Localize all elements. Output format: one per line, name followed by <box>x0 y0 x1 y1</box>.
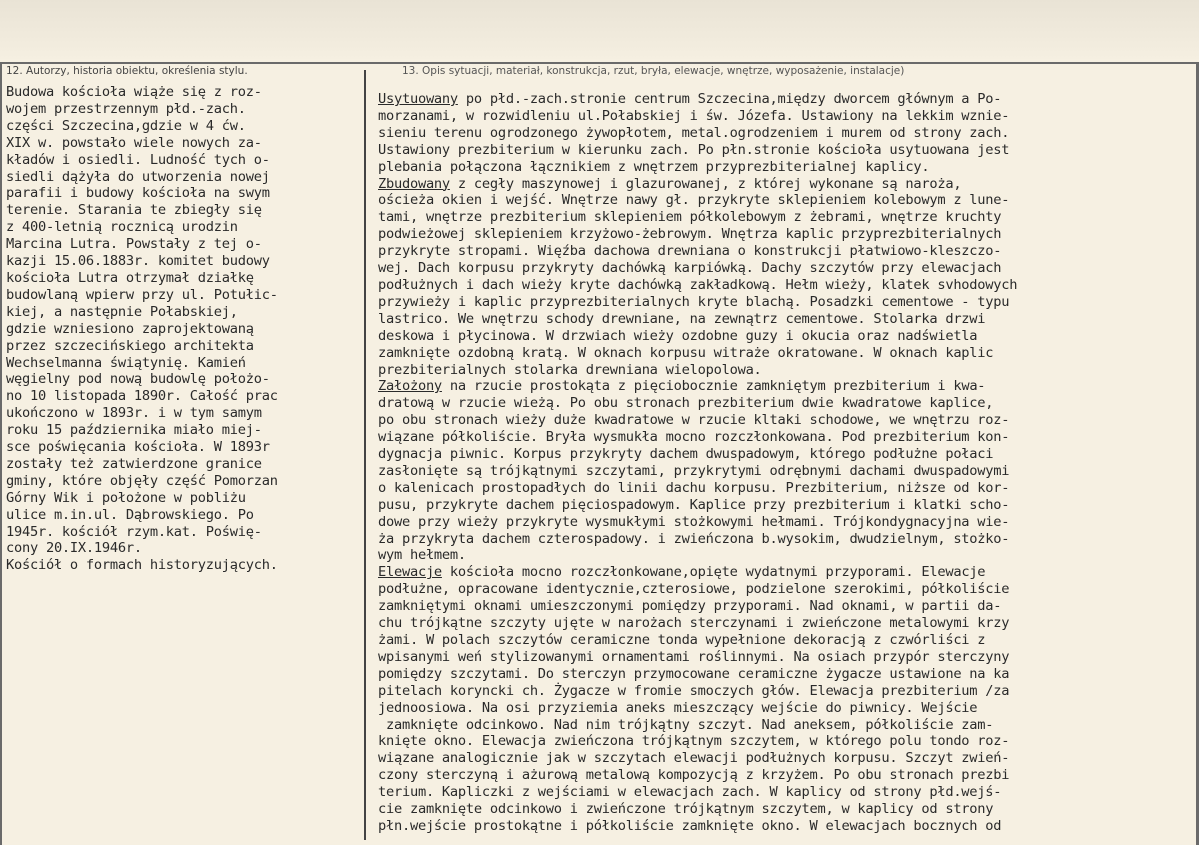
column-divider <box>364 70 366 840</box>
paragraph-lead: Założony <box>378 378 442 395</box>
history-text: Budowa kościoła wiąże się z roz- wojem przestrzennym płd.-zach. części Szczecina,gdzie w 4 ćw. XIX w. powstało wiele nowych za- kładów i osiedli. Ludność tych o- siedli dążyła do utworzenia nowej parafii i budowy kościoła na swym terenie. Starania te zbiegły się z 400-letnią rocznicą urodzin Marcina Lutra. Powstały z tej o- kazji 15.06.1883r. komitet budowy kościoła Lutra otrzymał działkę budowlaną wpierw przy ul. Potułic- kiej, a następnie Połabskiej, gdzie wzniesiono zaprojektowaną przez szczecińskiego architekta Wechselmanna świątynię. Kamień węgielny pod nową budowlę położo- no 10 listopada 1890r. Całość prac ukończono w 1893r. i w tym samym roku 15 października miało miej- sce poświęcania kościoła. W 1893r zostały też zatwierdzone granice gminy, które objęły część Pomorzan Górny Wik i położone w pobliżu ulice m.in.ul. Dąbrowskiego. Po 1945r. kościół rzym.kat. Poświę- cony 20.IX.1946r. Kościół o formach historyzujących. <box>6 84 278 574</box>
card-top-edge <box>0 0 1199 62</box>
frame-left-border <box>0 62 2 845</box>
paragraph-body: na rzucie prostokąta z pięciobocznie zamkniętym prezbiterium i kwa- dratową w rzucie wieżą. Po obu stronach prezbiterium dwie kwadratowe kaplice, po obu stronach wieży duże kwadratowe w rzucie kltaki schodowe, we wnętrzu roz- wiązane półkoliście. Bryła wysmukła mocno rozczłonkowana. Pod prezbiterium kon- dygnacja piwnic. Korpus przykryty dachem dwuspadowym, którego podłużne połaci zasłonięte są trójkątnymi szczytami, przykrytymi odrębnymi dachami dwuspadowymi o kalenicach prostopadłych do linii dachu korpusu. Prezbiterium, niższe od kor- pusu, przykryte dachem pięciospadowym. Kaplice przy prezbiterium i klatki scho- dowe przy wieży przykryte wysmukłymi stożkowymi hełmami. Trójkondygnacyjna wie- ża przykryta dachem czterospadowy. i zwieńczona b.wysokim, dwudzielnym, stożko- wym hełmem. <box>378 378 1010 564</box>
paragraph-lead: Elewacje <box>378 564 442 581</box>
paragraph-lead: Usytuowany <box>378 91 458 107</box>
paragraph-body: kościoła mocno rozczłonkowane,opięte wydatnymi przyporami. Elewacje podłużne, opracowane identycznie,czterosiowe, podzielone szerokimi, półkoliście zamkniętymi oknami umieszczonymi pomiędzy przyporami. Nad oknami, w partii da- chu trójkątne szczyty ujęte w narożach sterczynami i zwieńczone metalowymi krzy żami. W polach szczytów ceramiczne tonda wypełnione dekoracją z czwórliści z wpisanymi weń stylizowanymi ornamentami roślinnymi. Na osiach przypór sterczyny pomiędzy szczytami. Do sterczyn przymocowane ceramiczne żygacze ustawione na ka pitelach koryncki ch. Żygacze w fromie smoczych głów. Elewacja prezbiterium /za jednoosiowa. Na osi przyziemia aneks mieszczący wejście do piwnicy. Wejście zamknięte odcinkowo. Nad nim trójkątny szczyt. Nad aneksem, półkoliście zam- knięte okno. Elewacja zwieńczona trójkątnym szczytem, w którego polu tondo roz- wiązane analogicznie jak w szczytach elewacji podłużnych korpusu. Szczyt zwień- czony sterczyną i ażurową metalową kompozycją z krzyżem. Po obu stronach prezbi terium. Kapliczki z wejściami w elewacjach zach. W kaplicy od strony płd.wejś- cie zamknięte odcinkowo i zwieńczone trójkątnym szczytem, w kaplicy od strony płn.wejście prostokątne i półkoliście zamknięte okno. W elewacjach bocznych od <box>378 564 1010 834</box>
header-authors-history: 12. Autorzy, historia obiektu, określenia stylu. <box>6 65 248 77</box>
frame-top-border <box>0 62 1199 64</box>
paragraph-body: po płd.-zach.stronie centrum Szczecina,między dworcem głównym a Po- morzanami, w rozwidleniu ul.Połabskiej i św. Józefa. Ustawiony na lekkim wznie- sieniu terenu ogrodzonego żywopłotem, metal.ogrodzeniem i murem od strony zach. Ustawiony prezbiterium w kierunku zach. Po płn.stronie kościoła usytuowana jest plebania połączona łącznikiem z wnętrzem przyprezbiterialnej kaplicy. <box>378 91 1010 175</box>
paragraph-lead: Zbudowany <box>378 175 450 192</box>
paragraph-body: z cegły maszynowej i glazurowanej, z której wykonane są naroża, ościeża okien i wejść. Wnętrze nawy gł. przykryte sklepieniem kolebowym z lune- tami, wnętrze prezbiterium sklepieniem półkolebowym z żebrami, wnętrze kruchty podwieżowej sklepieniem krzyżowo-żebrowym. Wnętrza kaplic przyprezbiterialnych przykryte stropami. Więźba dachowa drewniana o konstrukcji płatwiowo-kleszczo- wej. Dach korpusu przykryty dachówką karpiówką. Dachy szczytów przy elewacjach podłużnych i dach wieży kryte dachówką zakładkową. Hełm wieży, klatek svhodowych przywieży i kaplic przyprezbiterialnych kryte blachą. Posadzki cementowe - typu lastrico. We wnętrzu schody drewniane, na zewnątrz cementowe. Stolarka drzwi deskowa i płycinowa. W drzwiach wieży ozdobne guzy i okucia oraz nadświetla zamknięte ozdobną kratą. W oknach korpusu witraże okratowane. W oknach kaplic prezbiterialnych stolarka drewniana wielopolowa. <box>378 175 1018 378</box>
description-text <box>378 91 1195 835</box>
header-description: 13. Opis sytuacji, materiał, konstrukcja, rzut, bryła, elewacje, wnętrze, wyposażenie, instalacje) <box>402 65 905 77</box>
